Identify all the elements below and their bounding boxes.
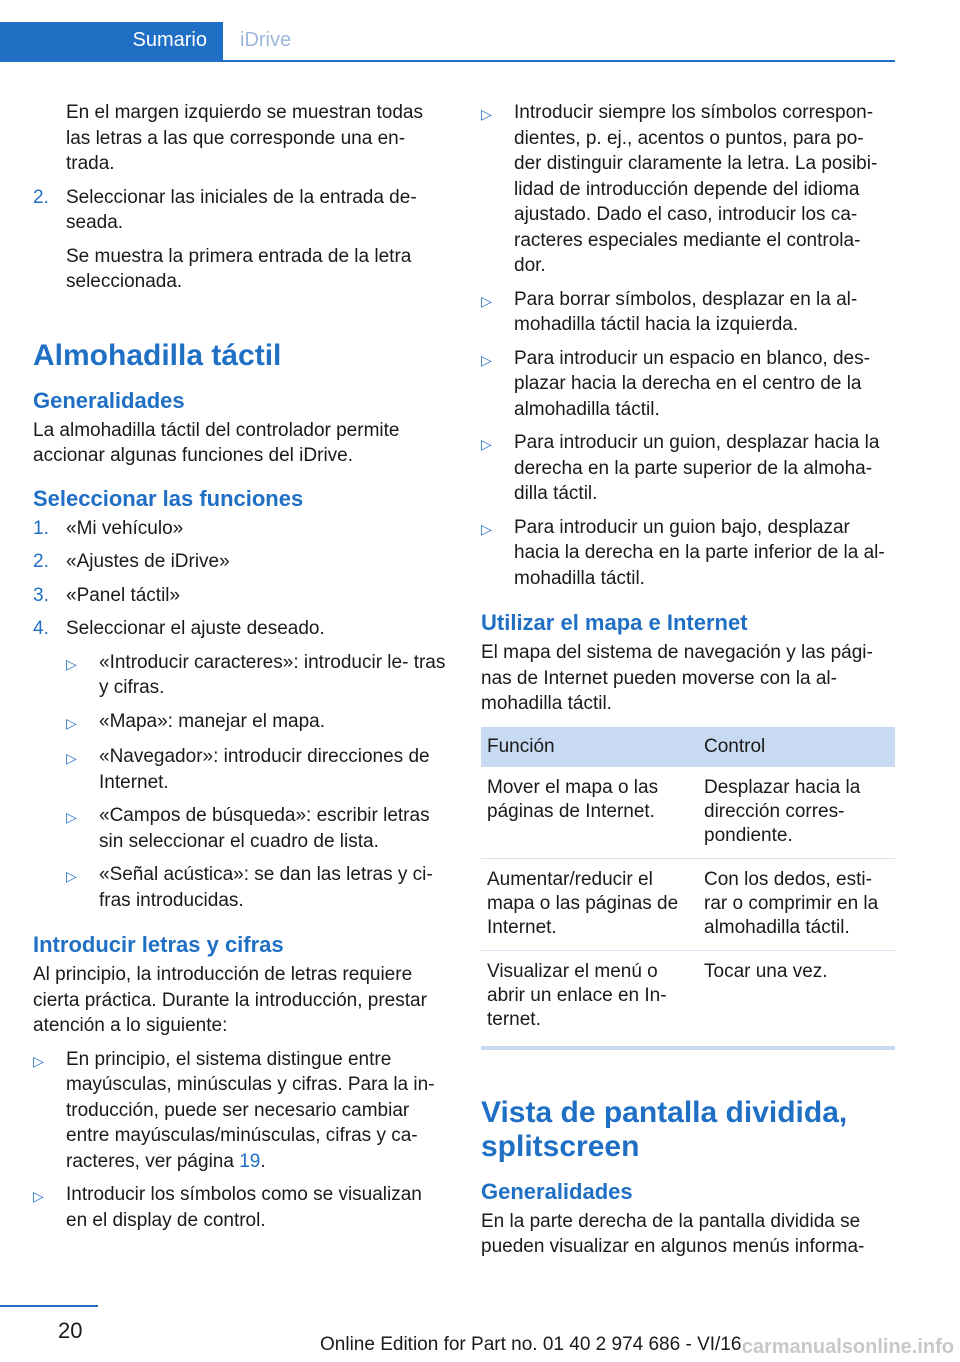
tab-sumario[interactable] bbox=[0, 22, 223, 62]
list-item bbox=[481, 346, 895, 423]
right-column bbox=[481, 100, 895, 1268]
section-title-touchpad: Almohadilla táctil bbox=[33, 338, 282, 372]
list-item bbox=[33, 516, 448, 542]
bullet-text: «Navegador»: introducir direcciones de Internet. bbox=[99, 746, 430, 793]
intro-paragraph: En el margen izquierdo se muestran todas las letras a las que corresponde una en‐ trada. bbox=[66, 102, 423, 174]
table-cell: Desplazar hacia la dirección corres‐ pondiente. bbox=[698, 767, 895, 859]
split-paragraph: En la parte derecha de la pantalla dividida se pueden visualizar en algunos menús informa‐ bbox=[481, 1210, 865, 1257]
triangle-bullet-icon: ▷ bbox=[33, 1052, 44, 1069]
bullet-text-part: . bbox=[260, 1150, 266, 1172]
list-item bbox=[66, 803, 448, 854]
bullet-text bbox=[66, 1047, 448, 1175]
step-number: 3. bbox=[33, 584, 49, 606]
list-item bbox=[33, 583, 448, 609]
subsection-map-internet: Utilizar el mapa e Internet bbox=[481, 610, 748, 635]
tab-idrive[interactable]: iDrive bbox=[240, 29, 292, 51]
table-header: Control bbox=[698, 727, 895, 767]
triangle-bullet-icon: ▷ bbox=[66, 655, 77, 672]
steps-list bbox=[33, 516, 448, 642]
triangle-bullet-icon: ▷ bbox=[66, 750, 77, 766]
triangle-bullet-icon: ▷ bbox=[66, 714, 77, 731]
triangle-bullet-icon: ▷ bbox=[481, 351, 492, 368]
table-header-row bbox=[481, 727, 895, 767]
triangle-bullet-icon: ▷ bbox=[481, 520, 492, 537]
table-cell: Visualizar el menú o abrir un enlace en In‐ ternet. bbox=[487, 960, 667, 1030]
map-paragraph: El mapa del sistema de navegación y las pági‐ nas de Internet pueden moverse con la al‐ mohadilla táctil. bbox=[481, 642, 873, 714]
triangle-bullet-icon: ▷ bbox=[481, 106, 492, 122]
triangle-bullet-icon: ▷ bbox=[481, 436, 492, 452]
table-row bbox=[481, 767, 895, 859]
step-text: «Mi vehículo» bbox=[66, 517, 184, 539]
sub-bullet-list bbox=[33, 650, 448, 914]
bullet-text-part: En principio, el sistema distingue entre mayúsculas, minúsculas y cifras. Para la in‐ troducción, puede ser necesario cambiar entre mayúsculas/minúsculas, cifras y ca‐ racteres, ver página bbox=[66, 1048, 435, 1172]
triangle-bullet-icon: ▷ bbox=[66, 809, 77, 825]
triangle-bullet-icon: ▷ bbox=[481, 292, 492, 309]
bullet-text: Para borrar símbolos, desplazar en la al‐ mohadilla táctil hacia la izquierda. bbox=[514, 288, 858, 335]
bullet-text: «Campos de búsqueda»: escribir letras sin seleccionar el cuadro de lista. bbox=[99, 805, 430, 852]
list-item bbox=[481, 430, 895, 507]
list-item bbox=[33, 549, 448, 575]
bullet-text: «Señal acústica»: se dan las letras y ci‐ fras introducidas. bbox=[99, 864, 433, 911]
function-control-table bbox=[481, 727, 895, 1046]
left-column bbox=[33, 100, 448, 1241]
bullet-text: Para introducir un guion, desplazar hacia la derecha en la parte superior de la almoha‐ dilla táctil. bbox=[514, 432, 880, 504]
subsection-split-general: Generalidades bbox=[481, 1178, 633, 1204]
bullet-text: Introducir los símbolos como se visualizan en el display de control. bbox=[66, 1184, 422, 1231]
step-text: Seleccionar las iniciales de la entrada de‐ seada. bbox=[66, 186, 417, 233]
list-item bbox=[33, 1182, 448, 1233]
bullet-text: Para introducir un guion bajo, desplazar hacia la derecha en la parte inferior de la al‐ mohadilla táctil. bbox=[514, 516, 885, 589]
list-item bbox=[33, 616, 448, 642]
table-cell: Tocar una vez. bbox=[704, 960, 828, 982]
list-item bbox=[481, 287, 895, 338]
table-header: Función bbox=[481, 727, 698, 767]
step-number: 2. bbox=[33, 186, 49, 208]
bullet-text: «Introducir caracteres»: introducir le‐ tras y cifras. bbox=[99, 651, 446, 698]
list-item bbox=[66, 744, 448, 795]
list-item bbox=[33, 1047, 448, 1175]
subsection-select-functions: Seleccionar las funciones bbox=[33, 485, 304, 511]
bullet-text: Introducir siempre los símbolos correspon‐ dientes, p. ej., acentos o puntos, para po‐ der distinguir claramente la letra. La posibi‐ lidad de introducción depende del idioma ajustado. Dado el caso, introducir los ca‐ racteres especiales mediante el controla‐ dor. bbox=[514, 102, 878, 276]
table-row bbox=[481, 858, 895, 950]
bullet-text: Para introducir un espacio en blanco, des‐ plazar hacia la derecha en el centro de la almohadilla táctil. bbox=[514, 347, 870, 420]
step-2-result: Se muestra la primera entrada de la letra seleccionada. bbox=[66, 245, 412, 292]
header-rule bbox=[0, 60, 895, 62]
step-number: 1. bbox=[33, 517, 49, 539]
table-cell: Con los dedos, esti‐ rar o comprimir en la almohadilla táctil. bbox=[698, 858, 895, 950]
table-cell: Mover el mapa o las páginas de Internet. bbox=[481, 767, 698, 859]
step-number: 2. bbox=[33, 551, 49, 572]
edition-text: Online Edition for Part no. 01 40 2 974 686 - VI/16 bbox=[320, 1334, 742, 1355]
step-text: «Ajustes de iDrive» bbox=[66, 551, 230, 572]
triangle-bullet-icon: ▷ bbox=[66, 868, 77, 884]
list-item bbox=[481, 515, 895, 592]
subsection-general: Generalidades bbox=[33, 387, 185, 413]
general-paragraph: La almohadilla táctil del controlador permite accionar algunas funciones del iDrive. bbox=[33, 419, 400, 466]
list-item bbox=[66, 650, 448, 701]
step-number: 4. bbox=[33, 618, 49, 639]
list-item bbox=[66, 862, 448, 913]
footer-rule bbox=[0, 1305, 98, 1307]
table-row bbox=[481, 950, 895, 1046]
subsection-input-letters: Introducir letras y cifras bbox=[33, 932, 284, 957]
tab-sumario-label: Sumario bbox=[132, 29, 207, 51]
triangle-bullet-icon: ▷ bbox=[33, 1188, 44, 1204]
page-link[interactable]: 19 bbox=[239, 1150, 261, 1172]
page-number: 20 bbox=[58, 1318, 83, 1343]
section-title-splitscreen: Vista de pantalla dividida, splitscreen bbox=[481, 1095, 848, 1163]
input-paragraph: Al principio, la introducción de letras requiere cierta práctica. Durante la introducción, prestar atención a lo siguiente: bbox=[33, 964, 427, 1036]
step-text: Seleccionar el ajuste deseado. bbox=[66, 618, 325, 639]
watermark: carmanualsonline.info bbox=[741, 1336, 954, 1358]
list-item bbox=[66, 709, 448, 737]
table-cell: Aumentar/reducir el mapa o las páginas de Internet. bbox=[481, 858, 698, 950]
step-2 bbox=[33, 185, 448, 236]
list-item bbox=[481, 100, 895, 279]
step-text: «Panel táctil» bbox=[66, 584, 181, 606]
bullet-text: «Mapa»: manejar el mapa. bbox=[99, 710, 326, 732]
table-end-rule bbox=[481, 1046, 895, 1050]
